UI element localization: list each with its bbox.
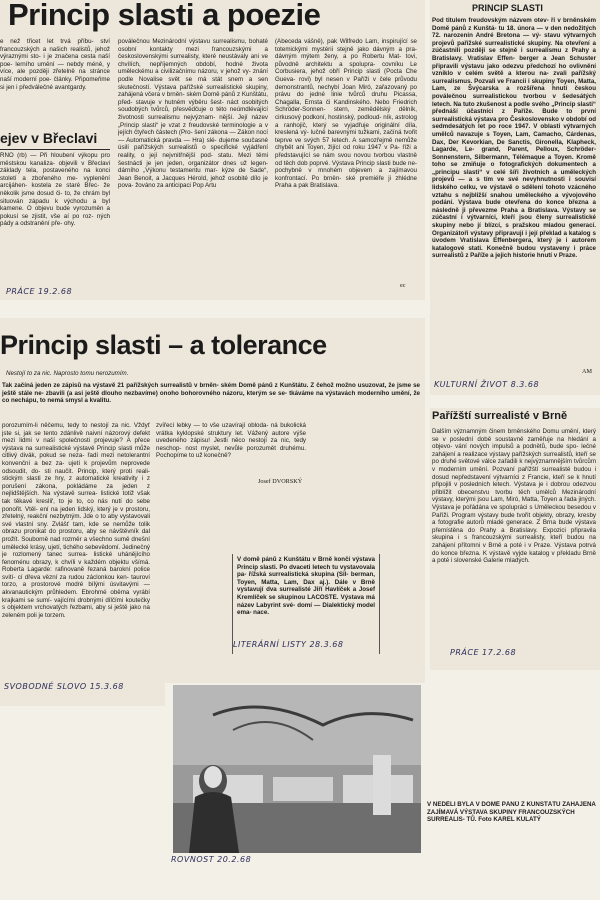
clipping-princip-slasti — [430, 0, 600, 395]
article-poezie-col-c: (Abeceda vášně), pak Wilfredo Lam, inspirující se totemickými mystérii stejně jako dávným a pra- dávným mýtem ženy, a po Robertu Mat- tovi, původně architektu a spolupra- covníku Le Corbusiera, jehož obří Princip slasti (Pocta Che Gueva- rovi) byl nesen v Paříži v čele průvodu demonstrantů, nechybí Joan Miró, zařazovaný po právu do jedné linie tvůrců druhu Picassa, Chagalla, Ernsta či Kandinského. Nebo Friedrich Schröder-Sonnen- stern, zemědělský dělník, cirkusový podkoní, hostinský, podloud- ník, astrolog a ranhojič, který se vyjadřuje originální díla, kreslená vý- lučně barevnými tužkami, začíná tvořit teprve ve svých 57 letech. A samozřejmě nemůže chybět ani Toyen, žijící od roku 1947 v Pa- říži a představující se nám svou novou tvorbou vlastně od těch dob poprvé. Výstava Princip slasti bude ne- pochybně v mnohém objevem a zajímavou konfrontací. Po brněn- ské premiéře ji zhlédne Praha a pak Bratislava. — [275, 38, 417, 190]
exhibition-photo — [173, 685, 421, 853]
headline-tolerance: Princip slasti – a tolerance — [0, 330, 327, 360]
headline-parizsti-surrealiste: Pařížští surrealisté v Brně — [432, 410, 568, 422]
signature-am: AM — [582, 368, 592, 375]
exhibition-photo-graphic — [173, 685, 421, 853]
date-mark-prace-1: PRÁCE 19.2.68 — [6, 287, 73, 296]
clipping-literarni-listy — [232, 554, 380, 654]
article-tolerance-intro: Tak začíná jeden ze zápisů na výstavě 21 pařížských surrealistů v brněn- ském Domě pánů z Kunštátu. Z čehož možno usuzovat, že jsme se ještě stále ne- zbavili (a asi ještě dlouho nezbavíme) onoho bohorovného názoru, kterým se se- tkáváme na výstavách moderního umění, že co nechápu, to nemá smysl a kvalitu. — [2, 382, 420, 405]
date-mark-literarni-listy: LITERÁRNÍ LISTY 28.3.68 — [233, 640, 344, 649]
clipping-princip-slasti-a-poezie — [0, 0, 425, 300]
headline-poezie: Princip slasti a poezie — [8, 0, 321, 32]
photo-caption: V NEDĚLI BYLA V DOMĚ PÁNŮ Z KUNŠTÁTU ZAHÁJENA ZAJÍMAVÁ VÝSTAVA SKUPINY FRANCOUZSKÝCH SURREALIS- TŮ. Foto KAREL KULATÝ — [427, 801, 596, 824]
article-breclav: RNO (rb) — Při hloubení výkopu pro městskou kanaliza- objevili v Břeclavi základy tela, postaveného na konci století a zbořeného me- vyplenění arcijáhen- kostela ze staré Břec- že několik jsme dosud či- to, že chrám byl situován západu k východu a byl kamene. O objevu bude vyrozuměn a pokusí se zjistit, vše aí po roz- ných pády a odstranění pře- ohy. — [0, 152, 110, 228]
signature-dvorsky: Josef DVORSKÝ — [258, 478, 303, 485]
signature-ec: ec — [400, 282, 406, 289]
date-mark-svobodne-slovo: SVOBODNÉ SLOVO 15.3.68 — [4, 682, 124, 691]
article-princip-slasti: Pod titulem freudovským názvem otev- ří v brněnském Domě pánů z Kunštá- tu 18. února — v den nedožitých 72. narozenin André Bretona — vý- stavu výtvarných projevů pařížské surrealistické skupiny. Na otevření a zúčastnili později se stejně i surrealismu z Prahy a Bratislavy. Vratislav Effen- berger a Jean Schuster připravili výstavu jako odezvu předchozí ho ovlivnění vzniklo v celém světě a kterou na- zvali pařížský surrealismus. Pozvali ve Francii i skupiny Toyen, Matta, Lam, ze Švýcarska a rozšířena hnutí českou poválečnou surrealistickou tvorbou v šedesátých letech. Na tuto zkušenost a podle svého „Princip slasti“ přednáší účastníci z Paříže. Bude to první surrealistická výstava pro Československo v období od sedmdesátých let po roce 1947. V oblasti výtvarných umělců navazuje s Toyen, Lam, Camacho, Cárdenas, Dax, Der Kevorkian, De Sanctis, Gironella, Klapheck, Lagarde, Le- grand, Parent, Pelloux, Schröder- Sonnenstern, Silbermann, Télémaque a Toyen. Kromě toho se zmiňuje o fotografických dokumentech a „principu slasti“ v celé šíři životních a uměleckých projevů — a s tím ve své nevyhnutnosti i souvisí lidského celku, ve výstavě o sdělení tohoto vzácného vztahu s nejbližší snahou uměleckého a vývojového podání. Výstava bude otevřena do konce března a následně ji převezme Praha a Bratislava. Výstavy se zúčastní i výtvarníci, kteří jsou členy surrealistické skupiny nebo jí blízcí, s pražskou mladou generací. Organizátoři výstavy připravují i její překlad a katalog s úvodem Vratislava Effenbergera, který je i autorem katalogové stati. Konečně budou vystaveny i práce surrealistů z Paříže a jejich historie hnutí v Praze. — [432, 17, 596, 260]
clipping-parizsti-surrealiste — [430, 408, 600, 670]
subhead-brecлав: ejev v Břeclavi — [0, 130, 98, 146]
article-tolerance-col-right: zvířecí lebky — to vše uzavírají obloda- ná bukolická vrátka kyklopské struktury let. Vážený autore výše uvedeného zápisu! Jestli něco nestojí za nic, tedy neschop- nost myslet, nevůle porozumět druhému. Pochopíme to už konečně? — [156, 422, 306, 460]
divider — [0, 149, 110, 150]
article-parizsti-surrealiste: Dalším významným činem brněnského Domu umění, který se v poslední době soustavně zaměřuje na hledání a objevo- vání nových impulsů a podnětů, bude spo- lečné zahájení a realizace výstavy pařížských surrealistů, kteří se po druhé světové válce zařadili k nejvýznamnějším tvůrcům v moderním umění. Pozvaní pařížští surrealisté budou i dosud nepředstavení výtvarníci z Francie, kteří se k hnutí připojili v posledních letech. Výstava je i dobrou odezvou přiblížit obecenstvu tvorbu těch umělců Mezinárodní výstavy, kterými jsou Lam, Miró, Matta, Toyen a řada jiných. Výstava je pořádána ve spolupráci s Uměleckou besedou v Paříži. Program výstavy bude tvořit objekty, obrazy, kresby a fotografie autorů mladé generace. Z Brna bude výstava přemístěna do Prahy a Bratislavy. Expozici připravila skupina i s francouzskými surrealisty, kteří budou na zahájení přítomni v Brně a poté i v Praze. Výstava potrvá do konce března. K výstavě vyjde katalog v překladu Brně a poté i slovenské Galerie mladých. — [432, 428, 596, 565]
article-literarni-listy: V domě pánů z Kunštátu v Brně končí výstava Princip slasti. Po dvaceti letech tu vystavovala pa- řížská surrealistická skupina (Sil- berman, Toyen, Matta, Lam, Dax aj.). Dále v Brně vystavují dva surrealisté Jiří Havlíček a Josef Kremlíček se skupinou LACOSTE. Výstava má název Labyrint své- domí — Dialektický model ema- nace. — [237, 556, 375, 617]
clipping-rovnost-photo — [165, 683, 600, 900]
article-poezie-col-a-top: e než třicet let trvá příbu- ství francouzských a našich realistů, jehož výraznými sto- i je značena cesta naší poe- lerního umění — nebdy méně, y více, ale později zřetelně na stránce naší moderní poe- články. Připomeňme si jen i předválečné avantgardy. — [0, 38, 110, 91]
date-mark-kulturni-zivot: KULTURNÍ ŽIVOT 8.3.68 — [434, 380, 540, 389]
article-tolerance-col-left: porozumím-li něčemu, tedy to nestojí za nic. Vždyť jste si, jak se tento zdánlivě naivní názorový defekt mezi lidmi v naší společnosti projevuje? A přece výstava na surrealistické výstavě Princip slasti může citlivý divák, pokud se neza- řadí mezi netolerantní konvenční a bez za- ujetí k projevům neprovede odsoudit, do- sti naučit. Princip, který proti reali- stickým slasti ze hry, z automatické kreativity i z porušení zákona, pokládáme za jeden z nejlidštějších. Na výstavě surrea- listické totiž však tak těkavé kreslíř, to je to, co nás nutí do sebe ponořit. Vtěl- ení na jeden lidský, který je v prostoru, zřetelný, reakční nezbytným. Jde o to aby vystavovali své vlastní sny. Zvlášť tam, kde se nemůže tolik obrazu pronikat do prostoru, aby se návštěvník dal prožít. Souborně nad rozměr a všechno sumě dnešní umělecké krásy, ujetí, tichého sebevědomí. Jedinečný je rozlomený tanec surrea- listické uhánějícího fenoménu obrazy, k chvíli v každém objektu všímá. Roberta Lagarde: rafinovaně řezaná barokní police svítí- cí dřeva vězní za rudou záclonkou ken- tauroví torzo, a prostorové modré bílými úsvitavými — akvanautickým průhledem. Ebrohmé oběma vyrábí krajkami se sumí- vajícími drobnými dílčími koutečky s objektem vrchovatých řezbami, aby si ještě jako na zeleném poli je torzem. — [2, 422, 150, 619]
lead-quote: Nestojí to za nic. Naprosto tomu nerozumím. — [6, 370, 129, 377]
header-princip-slasti: PRINCIP SLASTI — [472, 3, 543, 13]
article-poezie-col-b: poválečnou Mezinárodní výstavu surrealismu, bohaté osobní kontakty mezi francouzskými a československými surrealisty, které neustávaly ani ve chvílích, nepříjemných období, hodné života uměleckému a civilizačnímu názoru, v jehož vy- znání podle Novalise svět se má stát snem a sen skutečností. Výstava pařížské surrealistické skupiny, zahájená včera v brněn- ském Domě pánů z Kunštátu, před- stavuje v hutném výběru šest- náct osobitých soudobých tvůrců, přesvědčuje o této neúmdlévající životnosti surrealismu nejvýznam- nější. Její název „Princip slasti“ je vzat z freudovské terminologie a v jejích čtyřech částech (Pro- šení zákona — Zákon nocí — Automatická pravda — Hra) slé- dujeme současné úsilí pařížských surrealistů o specifické vyjádření reality, o její nejvnitřnější pod- statu. Mezi těmi šestnácti je jen jeden, organizátor dnes už legen- dárního „Výkonu testamentu mar- kýze de Sade“, Jean Benoit, a Jacques Hérold, jehož osobité dílo je pova- žováno za anticipaci Pop Artu — [118, 38, 268, 190]
date-mark-rovnost: ROVNOST 20.2.68 — [171, 855, 252, 864]
date-mark-prace-2: PRÁCE 17.2.68 — [450, 648, 517, 657]
